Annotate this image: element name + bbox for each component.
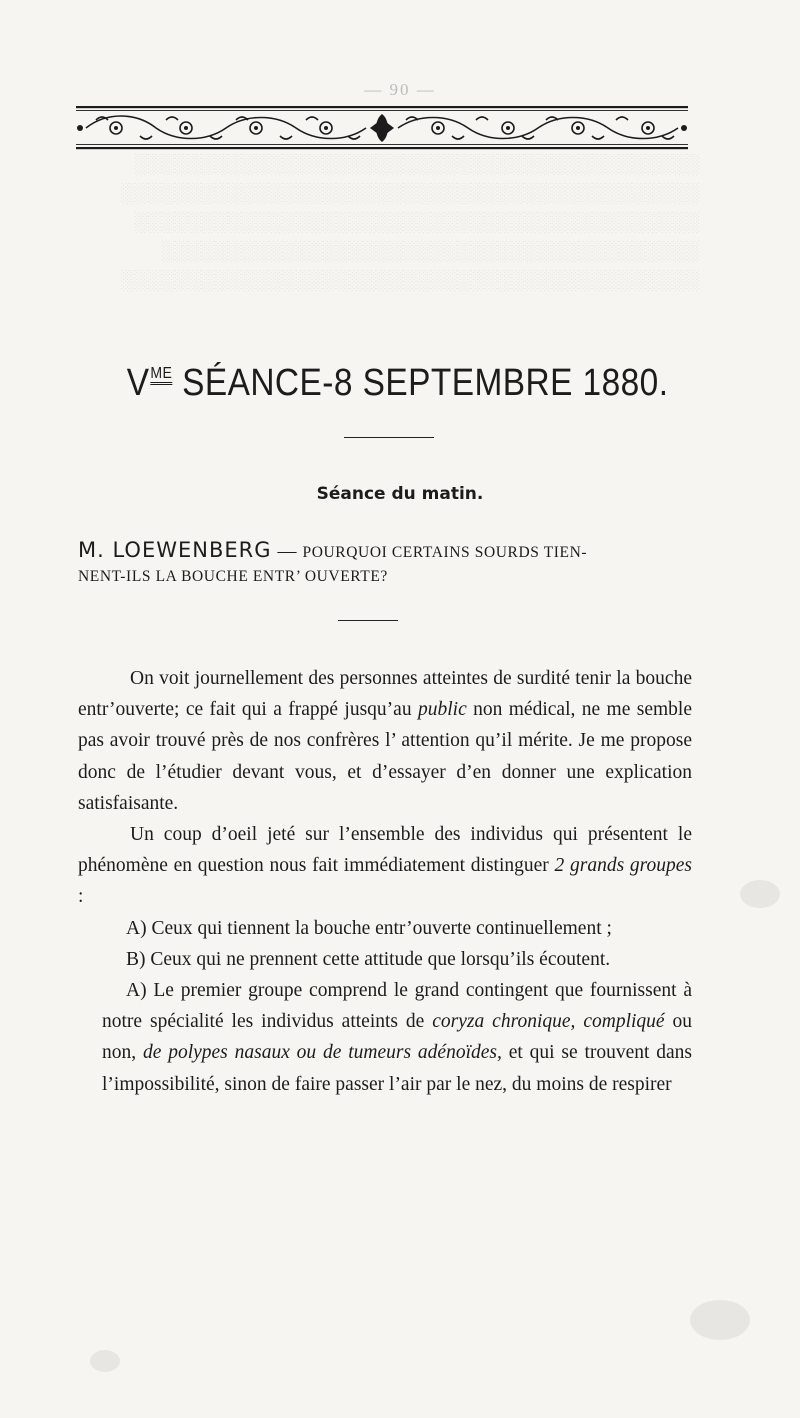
talk-title-line-1: POURQUOI CERTAINS SOURDS TIEN-: [302, 544, 588, 561]
bleed-through-texture: ░░░░░░░░░░░░░░░░░░░░░░░░░░░░░░░░░░░░░░░░░░ ░░░░░░░░░░░░░░░░░░░░░░░░░░░░░░░░░░░░░░░░░░░ ░░░░░░░░░░░░░░░░░░░░░░░░░░░░░░░░░░░░░░░░░░ ░░░░░░░░░░░░░░░░░░░░░░░░░░░░░░░░░░░░░░░░ ░░░░░░░░░░░░░░░░░░░░░░░░░░░░░░░░░░░░░░░░░░░: [121, 154, 700, 291]
paragraph-3: [78, 975, 692, 1100]
paragraph-3-text-c: et qui se trouvent dans l’impossibilité, sinon de faire passer l’air par le nez, du moins de respirer: [102, 1042, 693, 1095]
session-date: SÉANCE-8 SEPTEMBRE 1880.: [172, 362, 669, 404]
paragraph-3-text-b: ou non,: [102, 1011, 692, 1064]
body-text: [78, 663, 692, 1100]
page-number: — 90 —: [364, 80, 436, 99]
paragraph-3-italic-1: coryza chronique, compliqué: [432, 1011, 665, 1033]
paragraph-1: [78, 663, 692, 819]
paragraph-3-italic-2: de polypes nasaux ou de tumeurs adénoïdes,: [142, 1042, 502, 1064]
session-numeral: V: [126, 362, 150, 404]
paragraph-1-text-b: non médical, ne me semble pas avoir trouvé près de nos confrères l’ attention qu’il mérite. Je me propose donc de l’étudier devant vous, et d’essayer d’en donner une explication satisfaisante.: [78, 699, 692, 814]
paragraph-2: [78, 819, 692, 913]
session-numeral-suffix: ME: [150, 365, 172, 385]
paper-stain: [740, 880, 780, 908]
talk-title-line-2: NENT-ILS LA BOUCHE ENTR’ OUVERTE?: [78, 568, 388, 585]
heading-divider: [338, 620, 398, 621]
paragraph-1-text-a: On voit journellement des personnes atteintes de surdité tenir la bouche entr’ouverte; ce fait qui a frappé jusqu’au: [78, 668, 692, 721]
author-dash: —: [277, 541, 297, 562]
paragraph-2-italic: 2 grands groupes: [554, 855, 692, 877]
paragraph-2-text-b: :: [78, 886, 84, 908]
title-divider: [344, 437, 434, 438]
decorative-header-ornament: [76, 104, 688, 154]
sitting-subheading: Séance du matin.: [316, 484, 484, 504]
paragraph-3-text-a: A) Le premier groupe comprend le grand contingent que fournissent à notre spécialité les individus atteints de: [102, 980, 692, 1033]
group-a-item: A) Ceux qui tiennent la bouche entr’ouverte continuellement ;: [126, 917, 612, 939]
paper-stain: [690, 1300, 750, 1340]
session-title: [46, 362, 750, 405]
paragraph-1-italic: public: [417, 699, 467, 721]
talk-heading: [78, 538, 703, 563]
author-name: M. LOEWENBERG: [78, 538, 272, 562]
paragraph-2-text-a: Un coup d’oeil jeté sur l’ensemble des individus qui présentent le phénomène en question nous fait immédiatement distinguer: [78, 824, 692, 877]
group-b-item: B) Ceux qui ne prennent cette attitude que lorsqu’ils écoutent.: [126, 948, 611, 970]
paper-stain: [90, 1350, 120, 1372]
